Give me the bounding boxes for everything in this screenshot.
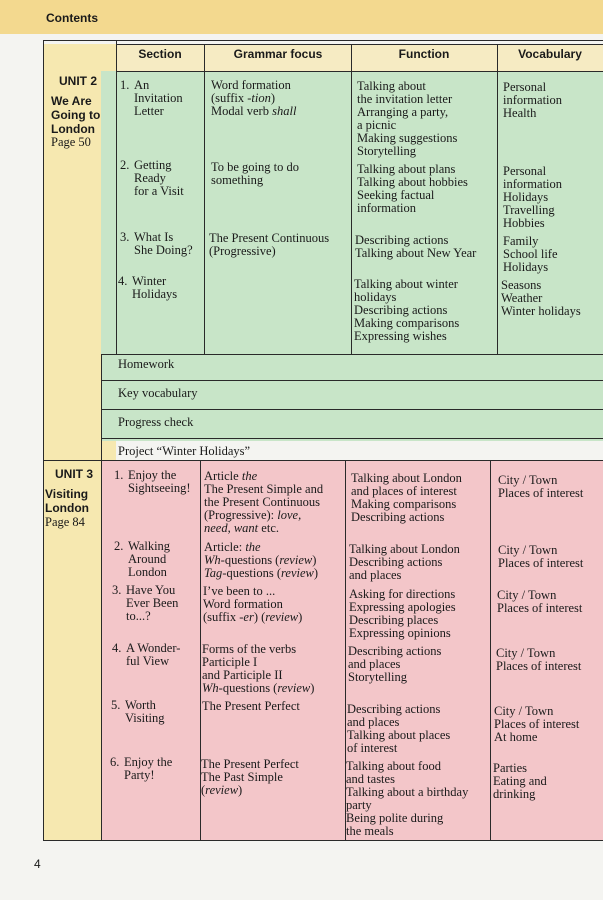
unit3-col-divider-1 xyxy=(200,460,201,840)
unit3-vocab-6: Parties Eating and drinking xyxy=(493,761,547,801)
unit3-function-1: Talking about London and places of interest Making comparisons Describing actions xyxy=(351,471,462,524)
unit3-grammar-1: Article the The Present Simple and the Present Continuous (Progressive): love, need, want etc. xyxy=(204,469,324,535)
unit2-section-2: 2. Getting Ready for a Visit xyxy=(120,158,184,198)
header-top-border xyxy=(116,44,603,45)
unit3-grammar-4: Forms of the verbs Participle I and Participle II Wh-questions (review) xyxy=(202,642,315,695)
unit3-section-2: 2. Walking Around London xyxy=(114,539,171,579)
unit3-section-1: 1. Enjoy the Sightseeing! xyxy=(114,468,191,495)
col-header-section: Section xyxy=(138,47,182,61)
unit3-title: UNIT 3 xyxy=(55,467,94,481)
col-divider-3 xyxy=(497,44,498,354)
unit3-vocab-5: City / Town Places of interest At home xyxy=(494,704,580,744)
unit3-section-5: 5. Worth Visiting xyxy=(111,698,165,725)
table-left-border xyxy=(43,40,44,840)
unit3-section-3: 3. Have You Ever Been to...? xyxy=(112,583,179,623)
unit3-grammar-5: The Present Perfect xyxy=(202,699,300,713)
unit3-section-4: 4. A Wonder- ful View xyxy=(112,641,181,668)
left-divider-lower xyxy=(101,354,102,840)
unit2-function-3: Describing actions Talking about New Year xyxy=(355,233,477,260)
row-line-project xyxy=(101,438,603,439)
unit3-name: Visiting London xyxy=(45,487,89,515)
col-header-grammar: Grammar focus xyxy=(233,47,323,61)
unit3-page: Page 84 xyxy=(45,515,85,529)
unit2-divider xyxy=(116,40,117,354)
unit2-function-2: Talking about plans Talking about hobbies Seeking factual information xyxy=(357,162,468,215)
col-header-vocabulary: Vocabulary xyxy=(518,47,582,61)
header-bottom-border xyxy=(116,71,603,72)
unit3-vocab-2: City / Town Places of interest xyxy=(498,543,584,570)
unit3-grammar-2: Article: the Wh-questions (review) Tag-questions (review) xyxy=(204,540,319,580)
row-key-vocabulary: Key vocabulary xyxy=(118,386,198,400)
unit2-section-3: 3. What Is She Doing? xyxy=(120,230,193,257)
unit3-col-divider-3 xyxy=(490,460,491,840)
unit3-function-2: Talking about London Describing actions and places xyxy=(349,542,460,582)
unit3-function-4: Describing actions and places Storytelling xyxy=(348,644,442,684)
unit3-top-border xyxy=(43,460,603,461)
row-homework: Homework xyxy=(118,357,175,371)
unit3-grammar-6: The Present Perfect The Past Simple (review) xyxy=(201,757,299,797)
unit2-name: We Are Going to London xyxy=(51,94,101,136)
unit2-page: Page 50 xyxy=(51,135,91,149)
unit3-vocab-4: City / Town Places of interest xyxy=(496,646,582,673)
unit2-section-4: 4. Winter Holidays xyxy=(118,274,178,301)
unit2-grammar-3: The Present Continuous (Progressive) xyxy=(209,231,330,258)
unit3-vocab-3: City / Town Places of interest xyxy=(497,588,583,615)
unit3-function-5: Describing actions and places Talking about places of interest xyxy=(347,702,451,755)
unit2-grammar-2: To be going to do something xyxy=(211,160,300,187)
row-progress-check: Progress check xyxy=(118,415,194,429)
row-project: Project “Winter Holidays” xyxy=(118,444,251,458)
unit2-function-1: Talking about the invitation letter Arranging a party, a picnic Making suggestions Storytelling xyxy=(357,79,458,158)
unit2-title: UNIT 2 xyxy=(59,74,98,88)
table-top-border xyxy=(43,40,603,41)
col-divider-2 xyxy=(351,44,352,354)
row-line-progress xyxy=(101,409,603,410)
unit3-vocab-1: City / Town Places of interest xyxy=(498,473,584,500)
unit2-vocab-1: Personal information Health xyxy=(503,80,563,120)
col-divider-1 xyxy=(204,44,205,354)
unit2-vocab-2: Personal information Holidays Travelling Hobbies xyxy=(503,164,563,230)
unit2-section-1: 1. An Invitation Letter xyxy=(120,78,183,118)
unit2-grammar-1: Word formation (suffix -tion) Modal verb shall xyxy=(211,78,297,118)
col-header-function: Function xyxy=(398,47,450,61)
table-bottom-border xyxy=(43,840,603,841)
unit2-vocab-3: Family School life Holidays xyxy=(503,234,558,274)
unit2-vocab-4: Seasons Weather Winter holidays xyxy=(501,278,581,318)
row-line-key-vocab xyxy=(101,380,603,381)
row-line-homework xyxy=(101,354,603,355)
unit3-section-6: 6. Enjoy the Party! xyxy=(110,755,173,782)
unit3-function-3: Asking for directions Expressing apologies Describing places Expressing opinions xyxy=(349,587,456,640)
unit3-col-divider-2 xyxy=(345,460,346,840)
unit3-grammar-3: I’ve been to ... Word formation (suffix -er) (review) xyxy=(203,584,303,624)
page-number: 4 xyxy=(34,857,41,871)
unit2-function-4: Talking about winter holidays Describing actions Making comparisons Expressing wishes xyxy=(354,277,460,343)
page-header: Contents xyxy=(46,11,98,25)
unit3-function-6: Talking about food and tastes Talking about a birthday party Being polite during the meals xyxy=(346,759,469,838)
